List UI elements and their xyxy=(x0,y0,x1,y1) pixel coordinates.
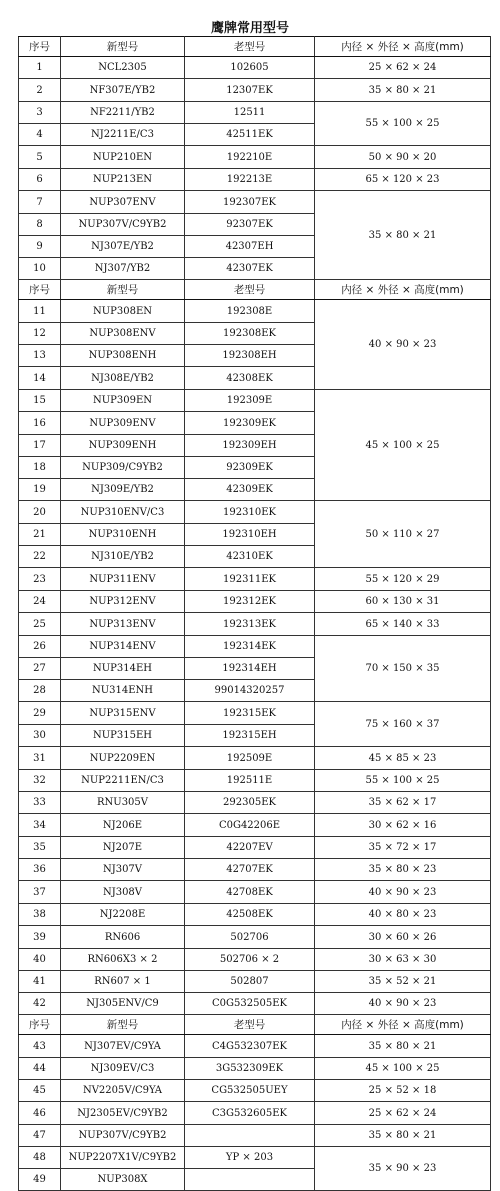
dimensions-cell: 40 × 90 × 23 xyxy=(315,300,491,390)
row-number: 24 xyxy=(19,591,61,613)
new-model-cell: NUP309/C9YB2 xyxy=(61,457,185,479)
header-seq: 序号 xyxy=(19,37,61,57)
dimensions-cell: 35 × 80 × 21 xyxy=(315,1125,491,1147)
new-model-cell: NUP309ENH xyxy=(61,435,185,457)
old-model-cell: 42309EK xyxy=(185,479,315,501)
dimensions-cell: 55 × 100 × 25 xyxy=(315,102,491,146)
header-dimensions: 内径 × 外径 × 高度(mm) xyxy=(315,280,491,300)
old-model-cell: 502706 × 2 xyxy=(185,949,315,971)
new-model-cell: RN607 × 1 xyxy=(61,971,185,993)
row-number: 35 xyxy=(19,837,61,859)
new-model-cell: NUP308X xyxy=(61,1169,185,1191)
row-number: 36 xyxy=(19,859,61,881)
row-number: 7 xyxy=(19,191,61,214)
header-new-model: 新型号 xyxy=(61,37,185,57)
new-model-cell: NUP307V/C9YB2 xyxy=(61,1125,185,1147)
row-number: 47 xyxy=(19,1125,61,1147)
new-model-cell: NUP307V/C9YB2 xyxy=(61,214,185,236)
row-number: 5 xyxy=(19,146,61,169)
new-model-cell: RN606X3 × 2 xyxy=(61,949,185,971)
table-row xyxy=(19,390,491,412)
new-model-cell: NUP311ENV xyxy=(61,568,185,591)
new-model-cell: NUP315ENV xyxy=(61,702,185,725)
new-model-cell: NJ309EV/C3 xyxy=(61,1058,185,1080)
bearing-model-table xyxy=(18,36,491,1191)
new-model-cell: NUP309EN xyxy=(61,390,185,412)
old-model-cell: 192311EK xyxy=(185,568,315,591)
old-model-cell: 192312EK xyxy=(185,591,315,613)
header-dimensions: 内径 × 外径 × 高度(mm) xyxy=(315,1015,491,1035)
header-old-model: 老型号 xyxy=(185,1015,315,1035)
new-model-cell: NUP314EH xyxy=(61,658,185,680)
table-row xyxy=(19,57,491,79)
new-model-cell: NJ307EV/C9YA xyxy=(61,1035,185,1058)
old-model-cell: 192314EH xyxy=(185,658,315,680)
row-number: 27 xyxy=(19,658,61,680)
dimensions-cell: 40 × 90 × 23 xyxy=(315,881,491,904)
row-number: 28 xyxy=(19,680,61,702)
row-number: 12 xyxy=(19,323,61,345)
dimensions-cell: 35 × 80 × 23 xyxy=(315,859,491,881)
row-number: 31 xyxy=(19,747,61,770)
new-model-cell: RNU305V xyxy=(61,792,185,814)
old-model-cell: 12511 xyxy=(185,102,315,124)
dimensions-cell: 65 × 120 × 23 xyxy=(315,169,491,191)
dimensions-cell: 65 × 140 × 33 xyxy=(315,613,491,636)
header-seq: 序号 xyxy=(19,280,61,300)
old-model-cell: 292305EK xyxy=(185,792,315,814)
row-number: 25 xyxy=(19,613,61,636)
dimensions-cell: 35 × 52 × 21 xyxy=(315,971,491,993)
new-model-cell: NUP308ENH xyxy=(61,345,185,367)
new-model-cell: NUP310ENV/C3 xyxy=(61,501,185,524)
dimensions-cell: 30 × 62 × 16 xyxy=(315,814,491,837)
old-model-cell: 192309E xyxy=(185,390,315,412)
old-model-cell: 192309EK xyxy=(185,412,315,435)
dimensions-cell: 25 × 62 × 24 xyxy=(315,57,491,79)
old-model-cell: 502807 xyxy=(185,971,315,993)
old-model-cell: 42308EK xyxy=(185,367,315,390)
new-model-cell: NJ308V xyxy=(61,881,185,904)
row-number: 43 xyxy=(19,1035,61,1058)
row-number: 10 xyxy=(19,258,61,280)
table-row xyxy=(19,568,491,591)
table-row xyxy=(19,993,491,1015)
row-number: 23 xyxy=(19,568,61,591)
dimensions-cell: 70 × 150 × 35 xyxy=(315,636,491,702)
old-model-cell: 192210E xyxy=(185,146,315,169)
table-row xyxy=(19,814,491,837)
new-model-cell: NUP2211EN/C3 xyxy=(61,770,185,792)
old-model-cell: 42508EK xyxy=(185,904,315,926)
row-number: 2 xyxy=(19,79,61,102)
new-model-cell: NUP314ENV xyxy=(61,636,185,658)
table-row xyxy=(19,591,491,613)
header-new-model: 新型号 xyxy=(61,1015,185,1035)
row-number: 37 xyxy=(19,881,61,904)
row-number: 44 xyxy=(19,1058,61,1080)
old-model-cell: 99014320257 xyxy=(185,680,315,702)
old-model-cell: 192511E xyxy=(185,770,315,792)
old-model-cell: 192314EK xyxy=(185,636,315,658)
new-model-cell: RN606 xyxy=(61,926,185,949)
dimensions-cell: 35 × 80 × 21 xyxy=(315,79,491,102)
row-number: 17 xyxy=(19,435,61,457)
new-model-cell: NV2205V/C9YA xyxy=(61,1080,185,1102)
table-row xyxy=(19,792,491,814)
old-model-cell: 192313EK xyxy=(185,613,315,636)
table-row xyxy=(19,1080,491,1102)
header-dimensions: 内径 × 外径 × 高度(mm) xyxy=(315,37,491,57)
row-number: 18 xyxy=(19,457,61,479)
new-model-cell: NF307E/YB2 xyxy=(61,79,185,102)
table-row xyxy=(19,79,491,102)
dimensions-cell: 40 × 90 × 23 xyxy=(315,993,491,1015)
old-model-cell: C0G532505EK xyxy=(185,993,315,1015)
new-model-cell: NF2211/YB2 xyxy=(61,102,185,124)
new-model-cell: NUP309ENV xyxy=(61,412,185,435)
row-number: 29 xyxy=(19,702,61,725)
row-number: 33 xyxy=(19,792,61,814)
row-number: 45 xyxy=(19,1080,61,1102)
dimensions-cell: 40 × 80 × 23 xyxy=(315,904,491,926)
table-row xyxy=(19,949,491,971)
new-model-cell: NJ307E/YB2 xyxy=(61,236,185,258)
table-row xyxy=(19,300,491,323)
row-number: 20 xyxy=(19,501,61,524)
new-model-cell: NUP213EN xyxy=(61,169,185,191)
row-number: 22 xyxy=(19,546,61,568)
dimensions-cell: 75 × 160 × 37 xyxy=(315,702,491,747)
old-model-cell: 42307EH xyxy=(185,236,315,258)
table-row xyxy=(19,169,491,191)
row-number: 13 xyxy=(19,345,61,367)
dimensions-cell: 45 × 100 × 25 xyxy=(315,1058,491,1080)
table-row xyxy=(19,881,491,904)
new-model-cell: NJ307V xyxy=(61,859,185,881)
old-model-cell xyxy=(185,1125,315,1147)
old-model-cell: 12307EK xyxy=(185,79,315,102)
table-row xyxy=(19,837,491,859)
row-number: 4 xyxy=(19,124,61,146)
new-model-cell: NJ310E/YB2 xyxy=(61,546,185,568)
row-number: 40 xyxy=(19,949,61,971)
old-model-cell: 42708EK xyxy=(185,881,315,904)
dimensions-cell: 35 × 90 × 23 xyxy=(315,1147,491,1191)
row-number: 11 xyxy=(19,300,61,323)
row-number: 16 xyxy=(19,412,61,435)
new-model-cell: NUP210EN xyxy=(61,146,185,169)
new-model-cell: NUP312ENV xyxy=(61,591,185,613)
old-model-cell: CG532505UEY xyxy=(185,1080,315,1102)
header-old-model: 老型号 xyxy=(185,280,315,300)
row-number: 21 xyxy=(19,524,61,546)
table-header-row xyxy=(19,37,491,57)
new-model-cell: NJ2305EV/C9YB2 xyxy=(61,1102,185,1125)
dimensions-cell: 55 × 100 × 25 xyxy=(315,770,491,792)
table-header-row xyxy=(19,1015,491,1035)
new-model-cell: NUP313ENV xyxy=(61,613,185,636)
new-model-cell: NCL2305 xyxy=(61,57,185,79)
dimensions-cell: 50 × 90 × 20 xyxy=(315,146,491,169)
old-model-cell: C3G532605EK xyxy=(185,1102,315,1125)
new-model-cell: NJ2208E xyxy=(61,904,185,926)
new-model-cell: NUP308EN xyxy=(61,300,185,323)
old-model-cell: 3G532309EK xyxy=(185,1058,315,1080)
new-model-cell: NUP307ENV xyxy=(61,191,185,214)
new-model-cell: NUP310ENH xyxy=(61,524,185,546)
new-model-cell: NUP308ENV xyxy=(61,323,185,345)
new-model-cell: NJ2211E/C3 xyxy=(61,124,185,146)
new-model-cell: NJ308E/YB2 xyxy=(61,367,185,390)
table-row xyxy=(19,702,491,725)
old-model-cell: C4G532307EK xyxy=(185,1035,315,1058)
row-number: 38 xyxy=(19,904,61,926)
row-number: 14 xyxy=(19,367,61,390)
old-model-cell: 192308EK xyxy=(185,323,315,345)
new-model-cell: NJ206E xyxy=(61,814,185,837)
table-row xyxy=(19,971,491,993)
old-model-cell: 192309EH xyxy=(185,435,315,457)
table-row xyxy=(19,191,491,214)
table-row xyxy=(19,904,491,926)
row-number: 49 xyxy=(19,1169,61,1191)
table-row xyxy=(19,926,491,949)
old-model-cell: 42511EK xyxy=(185,124,315,146)
row-number: 3 xyxy=(19,102,61,124)
dimensions-cell: 25 × 62 × 24 xyxy=(315,1102,491,1125)
table-row xyxy=(19,747,491,770)
header-new-model: 新型号 xyxy=(61,280,185,300)
new-model-cell: NJ307/YB2 xyxy=(61,258,185,280)
table-row xyxy=(19,770,491,792)
dimensions-cell: 45 × 85 × 23 xyxy=(315,747,491,770)
dimensions-cell: 35 × 80 × 21 xyxy=(315,1035,491,1058)
row-number: 32 xyxy=(19,770,61,792)
row-number: 26 xyxy=(19,636,61,658)
old-model-cell: 192315EK xyxy=(185,702,315,725)
old-model-cell: 42310EK xyxy=(185,546,315,568)
table-row xyxy=(19,501,491,524)
old-model-cell: 42307EK xyxy=(185,258,315,280)
row-number: 30 xyxy=(19,725,61,747)
old-model-cell: 92307EK xyxy=(185,214,315,236)
new-model-cell: NU314ENH xyxy=(61,680,185,702)
row-number: 8 xyxy=(19,214,61,236)
old-model-cell: 192213E xyxy=(185,169,315,191)
old-model-cell: 192308EH xyxy=(185,345,315,367)
old-model-cell: 192310EH xyxy=(185,524,315,546)
dimensions-cell: 45 × 100 × 25 xyxy=(315,390,491,501)
old-model-cell: 102605 xyxy=(185,57,315,79)
page-title: 鹰牌常用型号 xyxy=(210,21,289,36)
new-model-cell: NJ305ENV/C9 xyxy=(61,993,185,1015)
dimensions-cell: 25 × 52 × 18 xyxy=(315,1080,491,1102)
row-number: 39 xyxy=(19,926,61,949)
header-seq: 序号 xyxy=(19,1015,61,1035)
old-model-cell: 192310EK xyxy=(185,501,315,524)
row-number: 41 xyxy=(19,971,61,993)
dimensions-cell: 30 × 63 × 30 xyxy=(315,949,491,971)
old-model-cell xyxy=(185,1169,315,1191)
table-row xyxy=(19,146,491,169)
table-row xyxy=(19,1125,491,1147)
dimensions-cell: 50 × 110 × 27 xyxy=(315,501,491,568)
new-model-cell: NJ309E/YB2 xyxy=(61,479,185,501)
row-number: 48 xyxy=(19,1147,61,1169)
row-number: 1 xyxy=(19,57,61,79)
dimensions-cell: 35 × 72 × 17 xyxy=(315,837,491,859)
table-row xyxy=(19,1058,491,1080)
row-number: 15 xyxy=(19,390,61,412)
dimensions-cell: 35 × 80 × 21 xyxy=(315,191,491,280)
dimensions-cell: 55 × 120 × 29 xyxy=(315,568,491,591)
old-model-cell: 192307EK xyxy=(185,191,315,214)
table-row xyxy=(19,859,491,881)
table-row xyxy=(19,613,491,636)
old-model-cell: 42207EV xyxy=(185,837,315,859)
old-model-cell: YP × 203 xyxy=(185,1147,315,1169)
row-number: 34 xyxy=(19,814,61,837)
dimensions-cell: 35 × 62 × 17 xyxy=(315,792,491,814)
header-old-model: 老型号 xyxy=(185,37,315,57)
table-header-row xyxy=(19,280,491,300)
table-row xyxy=(19,1035,491,1058)
dimensions-cell: 30 × 60 × 26 xyxy=(315,926,491,949)
old-model-cell: 502706 xyxy=(185,926,315,949)
row-number: 42 xyxy=(19,993,61,1015)
old-model-cell: 42707EK xyxy=(185,859,315,881)
old-model-cell: 92309EK xyxy=(185,457,315,479)
old-model-cell: 192308E xyxy=(185,300,315,323)
old-model-cell: 192509E xyxy=(185,747,315,770)
table-row xyxy=(19,1147,491,1169)
new-model-cell: NUP315EH xyxy=(61,725,185,747)
row-number: 9 xyxy=(19,236,61,258)
table-row xyxy=(19,1102,491,1125)
row-number: 19 xyxy=(19,479,61,501)
new-model-cell: NJ207E xyxy=(61,837,185,859)
new-model-cell: NUP2209EN xyxy=(61,747,185,770)
old-model-cell: C0G42206E xyxy=(185,814,315,837)
row-number: 46 xyxy=(19,1102,61,1125)
table-row xyxy=(19,636,491,658)
table-row xyxy=(19,102,491,124)
dimensions-cell: 60 × 130 × 31 xyxy=(315,591,491,613)
row-number: 6 xyxy=(19,169,61,191)
new-model-cell: NUP2207X1V/C9YB2 xyxy=(61,1147,185,1169)
old-model-cell: 192315EH xyxy=(185,725,315,747)
